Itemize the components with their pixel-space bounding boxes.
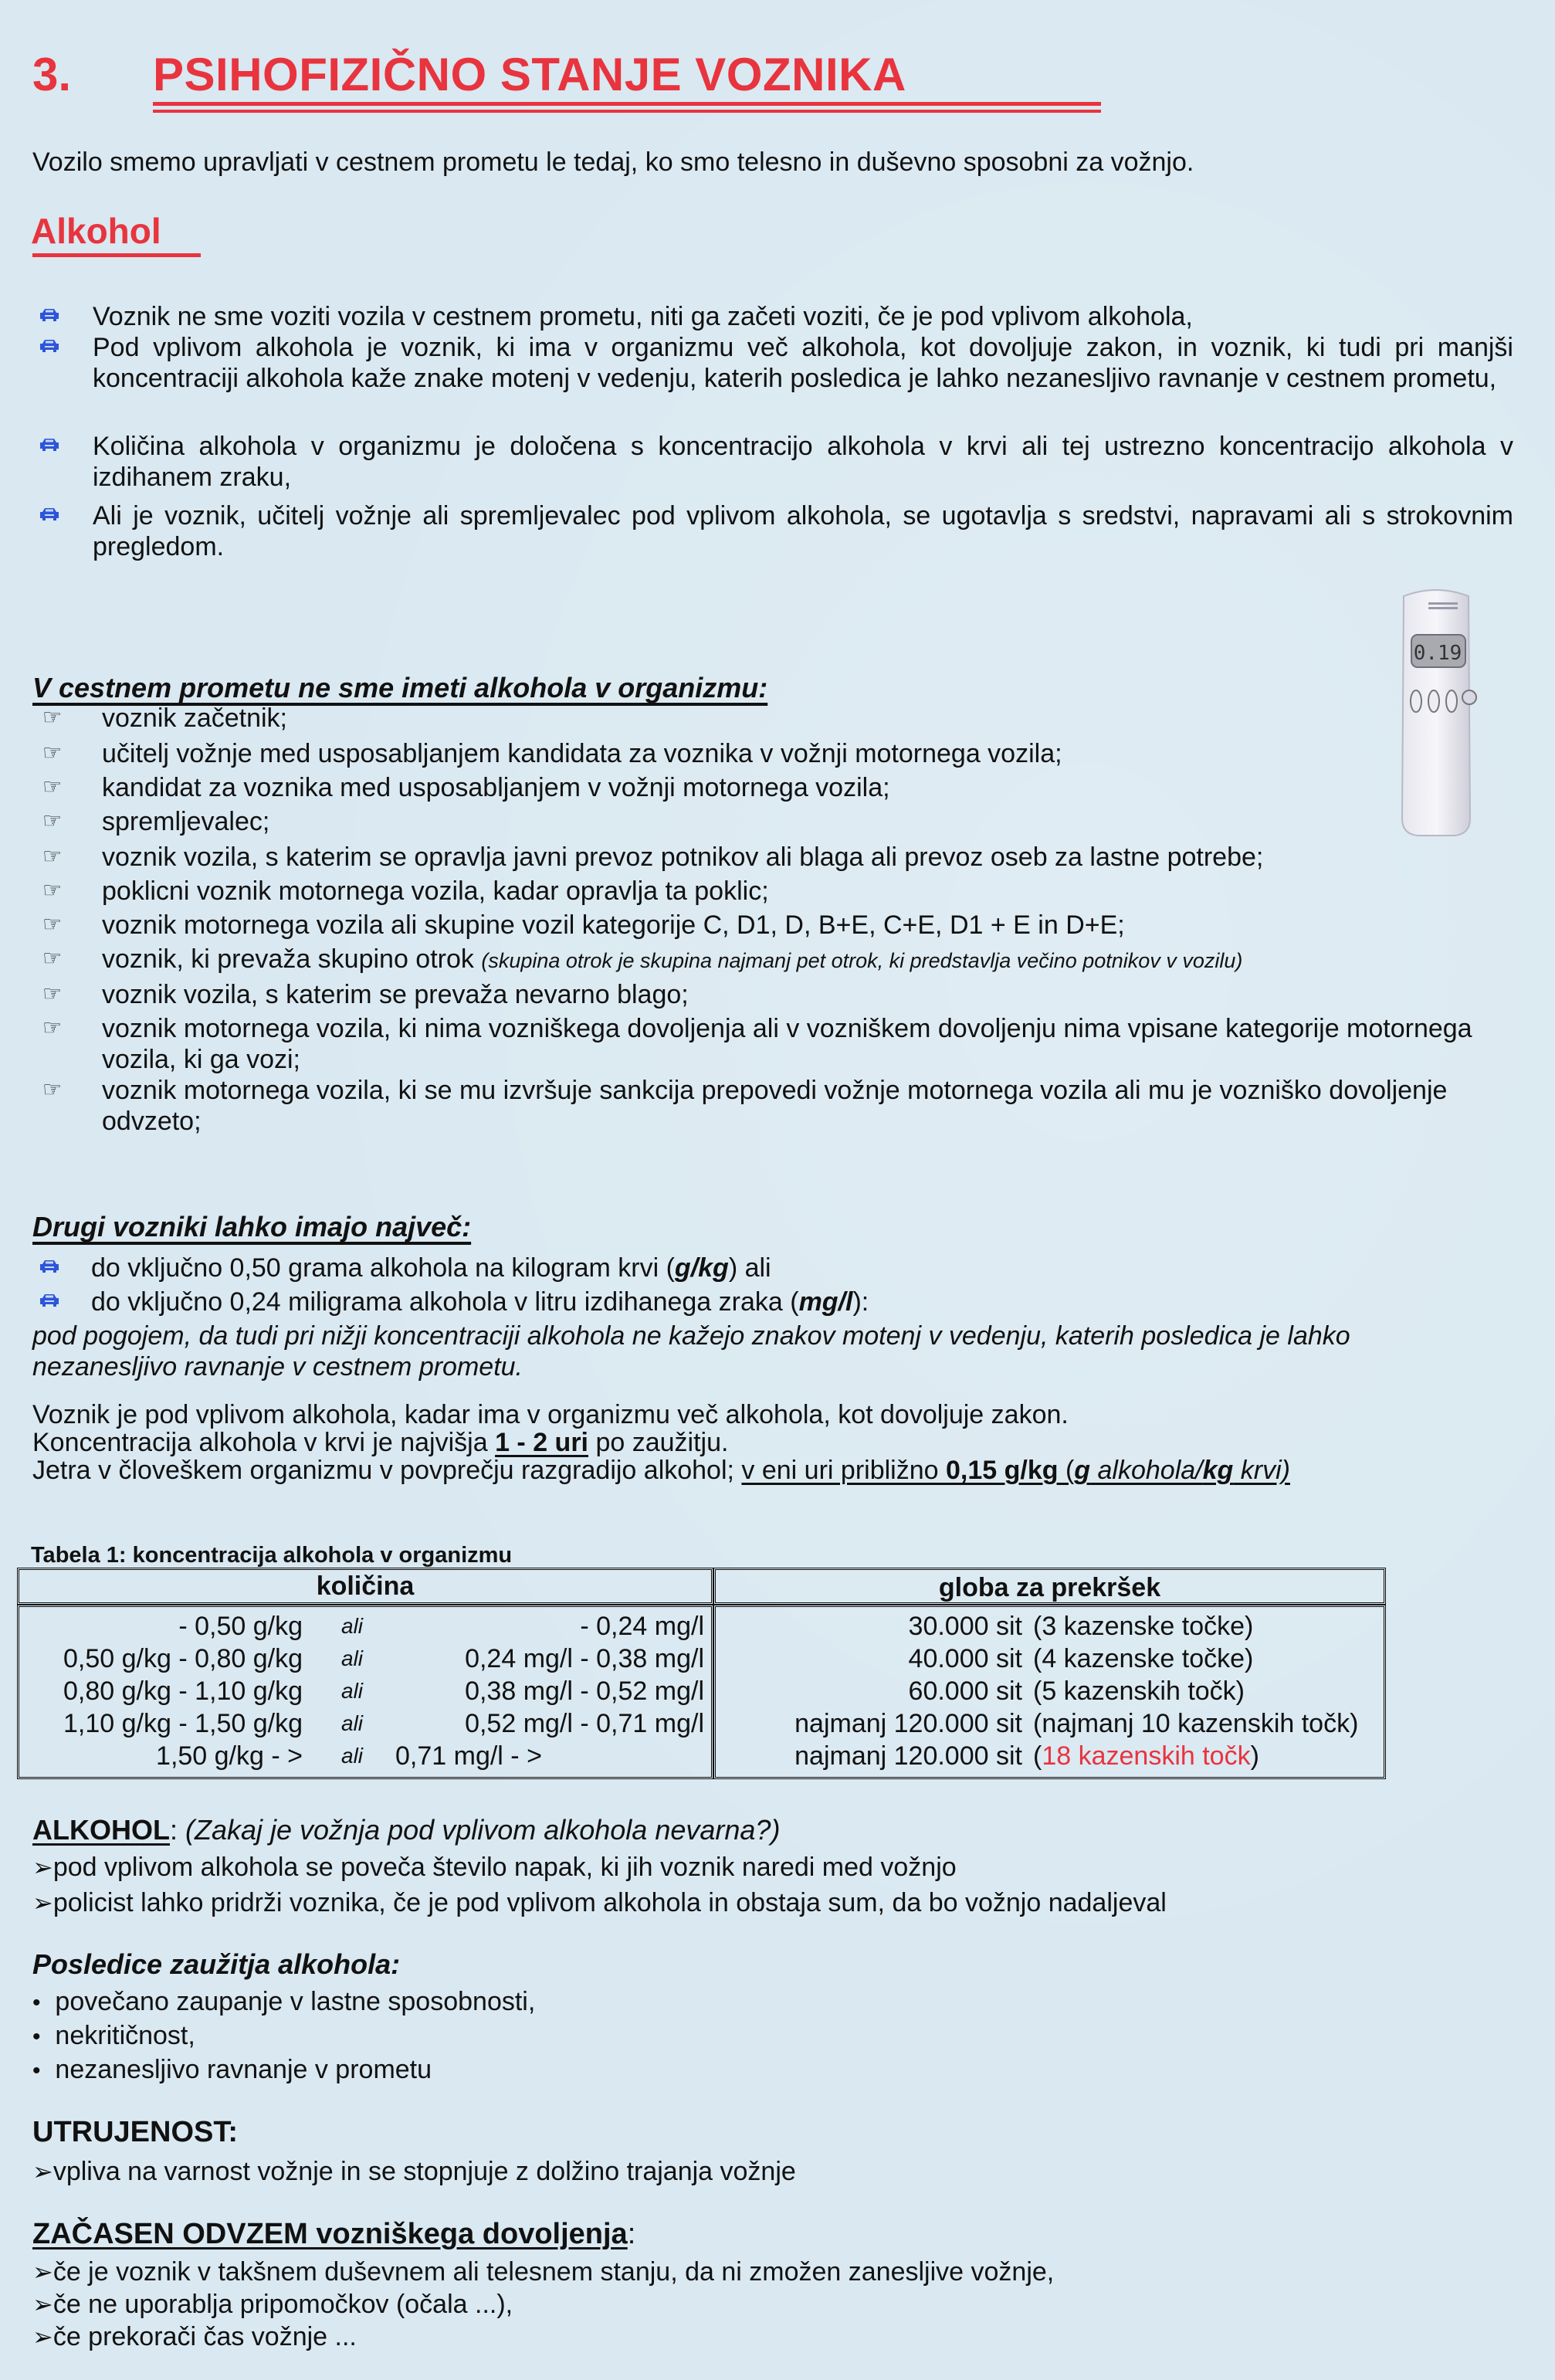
suspension-item-3: ➢če prekorači čas vožnje ... (32, 2322, 357, 2351)
cell-or: ali (341, 1614, 364, 1638)
cell-fine: najmanj 120.000 sit (794, 1709, 1022, 1738)
title-underline-second (153, 110, 1101, 113)
zero-alcohol-item: voznik začetnik; (102, 703, 287, 733)
cell-fine: najmanj 120.000 sit (794, 1741, 1022, 1771)
cell-blood-concentration: - 0,50 g/kg (178, 1612, 303, 1641)
suspension-item-1: ➢če je voznik v takšnem duševnem ali telesnem stanju, da ni zmožen zanesljive vožnje, (32, 2257, 1055, 2287)
pointing-hand-icon: ☞ (42, 1077, 63, 1101)
cell-or: ali (341, 1646, 364, 1670)
title-underline (153, 102, 1101, 106)
cell-blood-concentration: 0,50 g/kg - 0,80 g/kg (63, 1644, 303, 1673)
table-header-kolicina: količina (316, 1571, 415, 1601)
cell-penalty-points: (3 kazenske točke) (1033, 1612, 1254, 1641)
arrow-bullet-icon: ➢ (32, 1889, 53, 1917)
alkohol-bullet-4: Ali je voznik, učitelj vožnje ali spremljevalec pod vplivom alkohola, se ugotavlja s sredstvi, napravami ali s strokovnim pregledom. (93, 501, 1513, 561)
fact-line-1: Voznik je pod vplivom alkohola, kadar ima v organizmu več alkohola, kot dovoljuje zakon. (32, 1400, 1069, 1429)
arrow-bullet-icon: ➢ (32, 2258, 53, 2286)
pointing-hand-icon: ☞ (42, 912, 63, 936)
zero-alcohol-item: voznik vozila, s katerim se prevaža nevarno blago; (102, 980, 689, 1009)
cell-fine: 40.000 sit (908, 1644, 1022, 1673)
arrow-bullet-icon: ➢ (32, 2158, 53, 2185)
limit-breath: do vključno 0,24 miligrama alkohola v litru izdihanega zraka (mg/l): (91, 1287, 869, 1317)
consequence-item-2: • nekritičnost, (32, 2021, 195, 2050)
suspension-item-2: ➢če ne uporablja pripomočkov (očala ...), (32, 2290, 513, 2319)
limit-condition: pod pogojem, da tudi pri nižji koncentraciji alkohola ne kažejo znakov motenj v vedenju, katerih posledica je lahko nezanesljivo ravnanje v cestnem prometu. (32, 1321, 1350, 1382)
why-heading: ALKOHOL: (Zakaj je vožnja pod vplivom alkohola nevarna?) (32, 1814, 781, 1846)
bullet-dot-icon: • (32, 2058, 41, 2083)
section-heading-alkohol: Alkohol (31, 211, 161, 251)
cell-blood-concentration: 0,80 g/kg - 1,10 g/kg (63, 1677, 303, 1706)
pointing-hand-icon: ☞ (42, 946, 63, 970)
limit-blood: do vključno 0,50 grama alkohola na kilogram krvi (g/kg) ali (91, 1253, 771, 1283)
zero-alcohol-item: poklicni voznik motornega vozila, kadar opravlja ta poklic; (102, 876, 769, 906)
cell-fine: 60.000 sit (908, 1677, 1022, 1706)
alkohol-bullet-3: Količina alkohola v organizmu je določena s koncentracijo alkohola v krvi ali tej ustrezno koncentracijo alkohola v izdihanem zraku, (93, 432, 1513, 492)
car-icon (39, 1259, 60, 1274)
arrow-bullet-icon: ➢ (32, 2290, 53, 2318)
alcohol-fine-table (17, 1568, 1386, 1779)
pointing-hand-icon: ☞ (42, 741, 63, 765)
consequence-item-3: • nezanesljivo ravnanje v prometu (32, 2055, 432, 2084)
bullet-dot-icon: • (32, 2024, 41, 2049)
car-icon (39, 437, 60, 453)
cell-blood-concentration: 1,50 g/kg - > (156, 1741, 303, 1771)
bullet-dot-icon: • (32, 1990, 41, 2016)
zero-alcohol-item: kandidat za voznika med usposabljanjem v vožnji motornega vozila; (102, 773, 890, 802)
pointing-hand-icon: ☞ (42, 844, 63, 868)
intro-text: Vozilo smemo upravljati v cestnem prometu le tedaj, ko smo telesno in duševno sposobni za vožnjo. (32, 147, 1194, 177)
cell-fine: 30.000 sit (908, 1612, 1022, 1641)
zero-alcohol-item: voznik vozila, s katerim se opravlja javni prevoz potnikov ali blaga ali prevoz oseb za lastne potrebe; (102, 842, 1264, 872)
car-icon (39, 1293, 60, 1308)
suspension-heading: ZAČASEN ODVZEM vozniškega dovoljenja: (32, 2218, 636, 2250)
page-title: PSIHOFIZIČNO STANJE VOZNIKA (153, 49, 906, 100)
cell-breath-concentration: 0,71 mg/l - > (395, 1741, 542, 1771)
pointing-hand-icon: ☞ (42, 775, 63, 798)
why-item-1: ➢pod vplivom alkohola se poveča število napak, ki jih voznik naredi med vožnjo (32, 1853, 957, 1882)
fatigue-item-1: ➢vpliva na varnost vožnje in se stopnjuje z dolžino trajanja vožnje (32, 2157, 796, 2186)
fact-line-2: Koncentracija alkohola v krvi je najvišja 1 - 2 uri po zaužitju. (32, 1428, 729, 1457)
cell-or: ali (341, 1711, 364, 1735)
section-heading-zero-alcohol: V cestnem prometu ne sme imeti alkohola v organizmu: (32, 672, 768, 703)
zero-alcohol-item: voznik, ki prevaža skupino otrok (skupina otrok je skupina najmanj pet otrok, ki predstavlja večino potnikov v vozilu) (102, 944, 1243, 974)
zero-alcohol-item: spremljevalec; (102, 807, 270, 836)
zero-alcohol-item: voznik motornega vozila ali skupine vozil kategorije C, D1, D, B+E, C+E, D1 + E in D+E; (102, 910, 1125, 940)
zero-alcohol-item: voznik motornega vozila, ki nima vozniškega dovoljenja ali v vozniškem dovoljenju nima vpisane kategorije motornega vozila, ki ga vozi; (102, 1014, 1472, 1074)
cell-penalty-points: (5 kazenskih točk) (1033, 1677, 1245, 1706)
pointing-hand-icon: ☞ (42, 981, 63, 1005)
section-heading-other-drivers: Drugi vozniki lahko imajo največ: (32, 1211, 472, 1243)
chapter-number: 3. (32, 49, 72, 100)
car-icon (39, 507, 60, 522)
zero-alcohol-item: učitelj vožnje med usposabljanjem kandidata za voznika v vožnji motornega vozila; (102, 739, 1062, 768)
cell-or: ali (341, 1679, 364, 1703)
arrow-bullet-icon: ➢ (32, 1853, 53, 1881)
pointing-hand-icon: ☞ (42, 1015, 63, 1039)
fatigue-heading: UTRUJENOST: (32, 2116, 239, 2148)
cell-breath-concentration: - 0,24 mg/l (580, 1612, 704, 1641)
pointing-hand-icon: ☞ (42, 878, 63, 902)
cell-penalty-points: (18 kazenskih točk) (1033, 1741, 1259, 1771)
pointing-hand-icon: ☞ (42, 809, 63, 832)
cell-breath-concentration: 0,38 mg/l - 0,52 mg/l (465, 1677, 704, 1706)
car-icon (39, 307, 60, 323)
device-display: 0.19 (1413, 642, 1462, 665)
alkohol-bullet-1: Voznik ne sme voziti vozila v cestnem prometu, niti ga začeti voziti, če je pod vplivom alkohola, (93, 302, 1193, 331)
cell-blood-concentration: 1,10 g/kg - 1,50 g/kg (63, 1709, 303, 1738)
table-header-globa: globa za prekršek (938, 1573, 1161, 1602)
fact-line-3: Jetra v človeškem organizmu v povprečju razgradijo alkohol; v eni uri približno 0,15 g/kg (g alkohola/kg krvi) (32, 1456, 1290, 1485)
alkohol-underline (32, 253, 201, 257)
cell-penalty-points: (4 kazenske točke) (1033, 1644, 1254, 1673)
why-item-2: ➢policist lahko pridrži voznika, če je pod vplivom alkohola in obstaja sum, da bo vožnjo nadaljeval (32, 1888, 1167, 1917)
cell-penalty-points: (najmanj 10 kazenskih točk) (1033, 1709, 1359, 1738)
zero-alcohol-item: voznik motornega vozila, ki se mu izvršuje sankcija prepovedi vožnje motornega vozila ali mu je vozniško dovoljenje odvzeto; (102, 1076, 1448, 1136)
cell-breath-concentration: 0,24 mg/l - 0,38 mg/l (465, 1644, 704, 1673)
pointing-hand-icon: ☞ (42, 705, 63, 729)
cell-breath-concentration: 0,52 mg/l - 0,71 mg/l (465, 1709, 704, 1738)
arrow-bullet-icon: ➢ (32, 2323, 53, 2351)
consequence-item-1: • povečano zaupanje v lastne sposobnosti, (32, 1987, 536, 2016)
consequences-heading: Posledice zaužitja alkohola: (32, 1948, 401, 1980)
table-caption: Tabela 1: koncentracija alkohola v organizmu (31, 1543, 513, 1568)
cell-or: ali (341, 1744, 364, 1768)
car-icon (39, 338, 60, 354)
alkohol-bullet-2: Pod vplivom alkohola je voznik, ki ima v organizmu več alkohola, kot dovoljuje zakon, in voznik, ki tudi pri manjši koncentraciji alkohola kaže znake motenj v vedenju, katerih posledica je lahko nezanesljivo ravnanje v cestnem prometu, (93, 333, 1513, 393)
